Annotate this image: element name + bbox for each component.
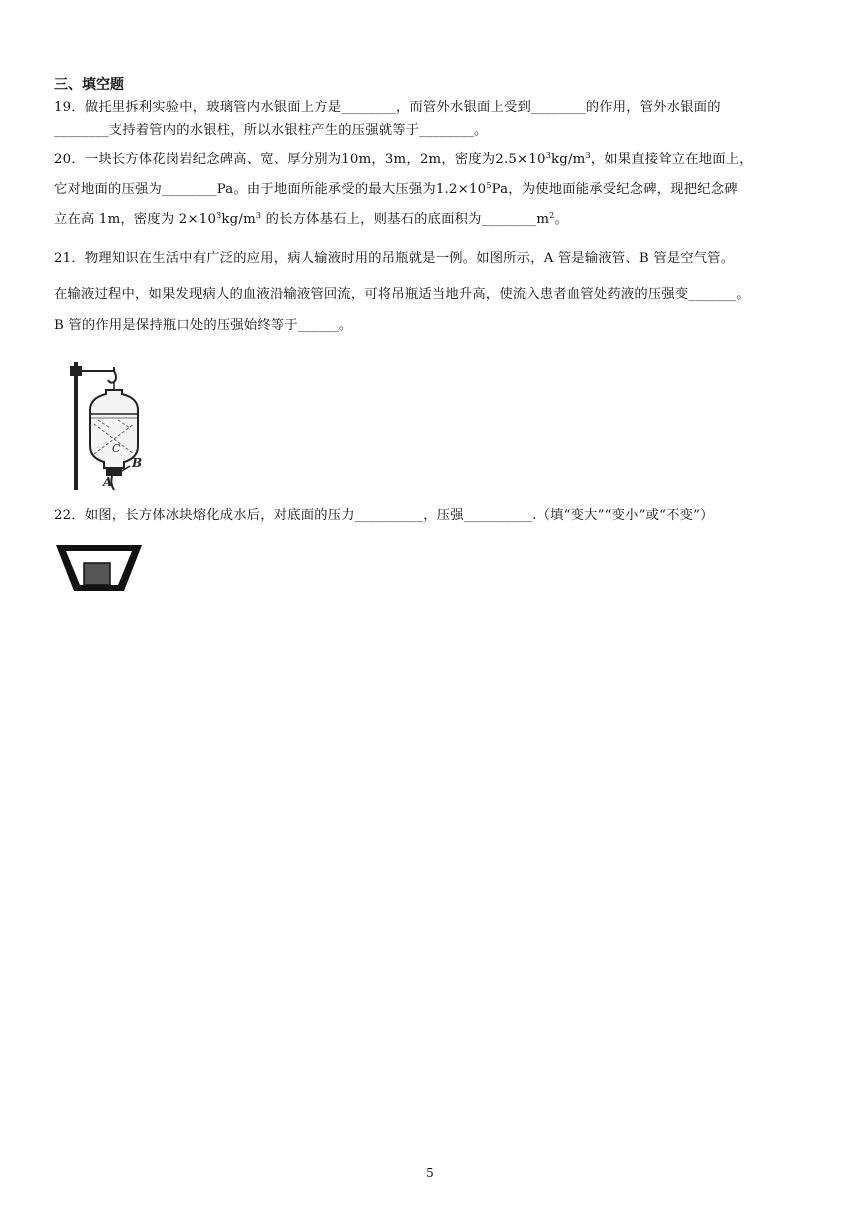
q20-l3-sup3: 2 <box>549 211 555 220</box>
question-21-line-1: 21．物理知识在生活中有广泛的应用，病人输液时用的吊瓶就是一例。如图所示，A 管是输液管、B 管是空气管。 <box>54 251 735 266</box>
label-a: A <box>103 475 113 489</box>
question-19-line-2: ________支持着管内的水银柱，所以水银柱产生的压强就等于________。 <box>54 123 488 138</box>
iv-drip-figure <box>66 354 162 492</box>
label-b: B <box>132 456 143 470</box>
section-title: 三、填空题 <box>54 77 124 93</box>
question-20-line-2 <box>54 180 738 200</box>
label-c: C <box>112 442 121 455</box>
q20-l3-mid: kg/m <box>221 212 256 227</box>
q20-l3-sup2: 3 <box>255 211 262 220</box>
q20-l3-sup1: 3 <box>216 211 222 220</box>
question-21-line-2: 在输液过程中，如果发现病人的血液沿输液管回流，可将吊瓶适当地升高，使流入患者血管处药液的压强变_______。 <box>54 287 750 302</box>
q20-l1-sup1: 3 <box>545 151 552 160</box>
q20-l1-pre: 20．一块长方体花岗岩纪念碑高、宽、厚分别为10m，3m，2m，密度为2.5×10 <box>54 152 546 167</box>
question-21-line-3: B 管的作用是保持瓶口处的压强始终等于______。 <box>54 318 353 333</box>
q20-l1-post: ，如果直接耸立在地面上， <box>590 152 753 167</box>
q20-l2-post: Pa，为使地面能承受纪念碑，现把纪念碑 <box>491 182 738 197</box>
question-20-line-3 <box>54 210 568 230</box>
question-22-line-1: 22．如图，长方体冰块熔化成水后，对底面的压力__________，压强__________.（填“变大”“变小”或“不变”） <box>54 508 714 523</box>
question-20-line-1 <box>54 150 753 170</box>
question-19-line-1: 19．做托里拆利实验中，玻璃管内水银面上方是________，而管外水银面上受到________的作用，管外水银面的 <box>54 100 721 115</box>
q20-l1-sup2: 3 <box>585 151 591 160</box>
page-number: 5 <box>426 1166 434 1180</box>
q20-l3-post: 。 <box>554 212 568 227</box>
q20-l2-sup: 5 <box>486 181 492 190</box>
q20-l3-pre: 立在高 1m，密度为 2×10 <box>54 212 217 227</box>
ice-container-figure <box>54 543 144 593</box>
q20-l1-mid: kg/m <box>551 152 586 167</box>
q20-l2-pre: 它对地面的压强为________Pa。由于地面所能承受的最大压强为1.2×10 <box>54 182 487 197</box>
q20-l3-mid2: 的长方体基石上，则基石的底面积为________m <box>261 212 550 227</box>
